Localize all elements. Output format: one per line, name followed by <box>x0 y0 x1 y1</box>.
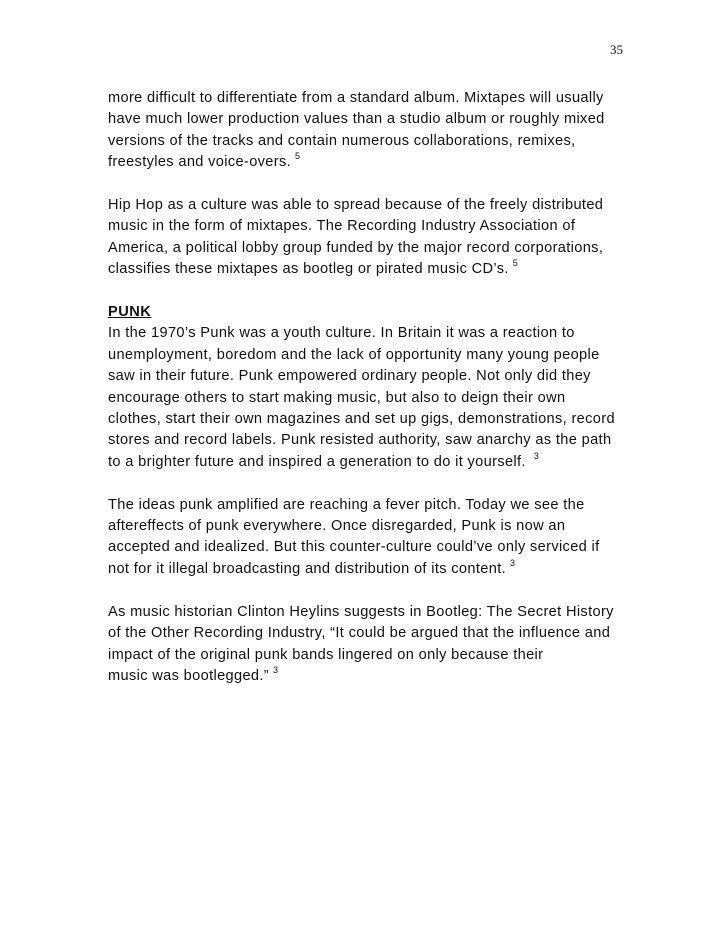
text-line: more difficult to differentiate from a standard album. Mixtapes will usually <box>108 90 604 106</box>
text-segment: classifies these mixtapes as bootleg or pirated music CD’s. <box>108 261 509 278</box>
text-segment: not for it illegal broadcasting and distribution of its content. <box>108 560 507 577</box>
text-line: stores and record labels. Punk resisted authority, saw anarchy as the path <box>108 432 612 449</box>
text-line: America, a political lobby group funded by the major record corporations, <box>108 239 604 256</box>
text-segment: to a brighter future and inspired a generation to do it yourself. <box>108 453 526 470</box>
paragraph-hiphop-culture <box>108 195 628 281</box>
section-heading-punk: PUNK <box>108 304 152 321</box>
footnote-reference: 3 <box>533 450 540 461</box>
text-line: impact of the original punk bands lingered on only because their <box>108 646 544 663</box>
text-line: encourage others to start making music, but also to deign their own <box>108 389 566 406</box>
footnote-reference: 3 <box>510 557 516 568</box>
text-line: In the 1970’s Punk was a youth culture. In Britain it was a reaction to <box>108 325 575 342</box>
text-line: clothes, start their own magazines and set up gigs, demonstrations, record <box>108 411 615 428</box>
text-line: aftereffects of punk everywhere. Once disregarded, Punk is now an <box>108 518 566 535</box>
text-line <box>108 452 628 473</box>
page-number: 35 <box>610 42 623 57</box>
text-line: music in the form of mixtapes. The Recording Industry Association of <box>108 218 576 235</box>
text-line <box>108 259 628 280</box>
text-line: of the Other Recording Industry, “It could be argued that the influence and <box>108 625 611 642</box>
text-line: The ideas punk amplified are reaching a fever pitch. Today we see the <box>108 496 585 513</box>
footnote-reference: 5 <box>512 258 519 269</box>
text-line: accepted and idealized. But this counter-culture could’ve only serviced if <box>108 539 600 556</box>
paragraph-punk-aftereffects <box>108 495 628 581</box>
text-line <box>108 152 628 173</box>
text-line <box>108 666 628 687</box>
text-line: have much lower production values than a studio album or roughly mixed <box>108 111 605 128</box>
text-line: versions of the tracks and contain numerous collaborations, remixes, <box>108 132 576 149</box>
paragraph-heylins-quote <box>108 602 628 688</box>
text-line <box>108 559 628 580</box>
footnote-reference: 5 <box>295 151 301 162</box>
text-line: saw in their future. Punk empowered ordinary people. Not only did they <box>108 368 591 385</box>
footnote-reference: 3 <box>273 664 279 675</box>
document-body <box>108 88 628 709</box>
text-segment: freestyles and voice-overs. <box>108 154 292 171</box>
paragraph-punk-youth-culture <box>108 323 628 473</box>
text-line: unemployment, boredom and the lack of opportunity many young people <box>108 346 600 363</box>
text-segment: music was bootlegged.” <box>108 667 270 684</box>
text-line: Hip Hop as a culture was able to spread because of the freely distributed <box>108 197 604 214</box>
text-line: As music historian Clinton Heylins suggests in Bootleg: The Secret History <box>108 603 614 620</box>
paragraph-mixtapes-production <box>108 88 628 174</box>
